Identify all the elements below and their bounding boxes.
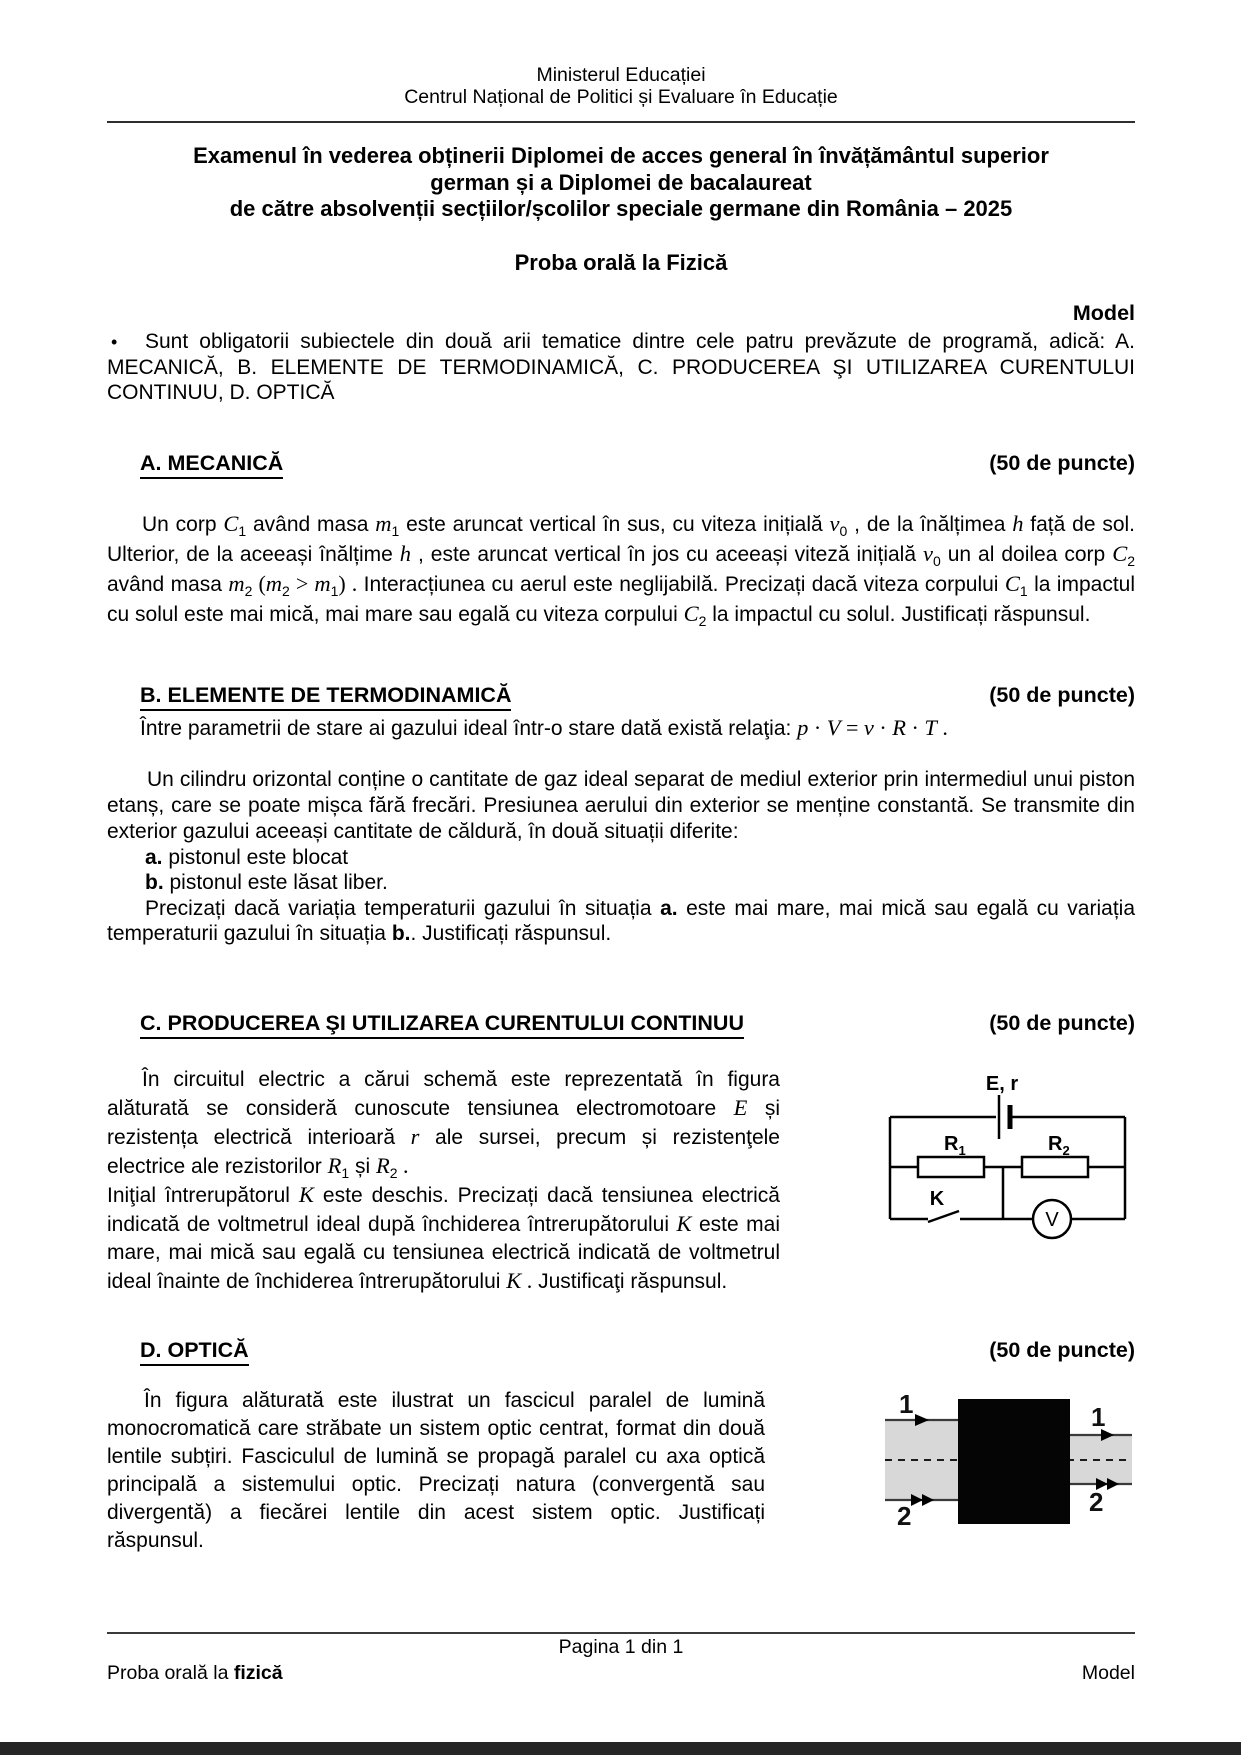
switch-label: K xyxy=(929,1187,945,1210)
section-c-paragraph-2: Iniţial întrerupătorul K este deschis. Precizați dacă tensiunea electrică indicată de voltmetrul ideal după închiderea întrerupătorului K este mai mare, mai mică sau egală cu tensiunea electrică indicată de voltmetrul ideal înainte de închiderea întrerupătorului K . Justificaţi răspunsul. xyxy=(107,1181,780,1293)
resistor-r1-label: $R_1$ xyxy=(944,1132,966,1158)
voltmeter-label: V xyxy=(1045,1208,1059,1231)
instructions-text: Sunt obligatorii subiectele din două arii tematice dintre cele patru prevăzute de programă, adică: A. MECANICĂ, B. ELEMENTE DE TERMODINAMICĂ, C. PRODUCEREA ŞI UTILIZAREA CURENTULUI CONTINUU, D. OPTICĂ xyxy=(107,329,1135,404)
circuit-figure xyxy=(780,1066,1135,1254)
instructions-paragraph xyxy=(107,329,1135,405)
resistor-r2-label: $R_2$ xyxy=(1048,1132,1070,1158)
optics-figure xyxy=(765,1387,1135,1552)
section-c-heading: C. PRODUCEREA ŞI UTILIZAREA CURENTULUI CONTINUU xyxy=(140,1011,744,1039)
resistor-r2 xyxy=(1022,1157,1088,1177)
section-a-heading-row xyxy=(107,451,1135,479)
page-indicator: Pagina 1 din 1 xyxy=(558,1636,684,1658)
circuit-diagram xyxy=(880,1071,1135,1249)
footer-subject: fizică xyxy=(233,1662,283,1684)
section-a-paragraph: Un corp $C_1$ având masa $m_1$ este aruncat vertical în sus, cu viteza inițială $v_0$ , de la înălțimea h față de sol. Ulterior, de la aceeași înălțime h , este aruncat vertical în jos cu aceeași viteză inițială $v_0$ un al doilea corp $C_2$ având masa $m_2$ $(m_2 > m_1)$ . Interacțiunea cu aerul este neglijabilă. Precizați dacă viteza corpului $C_1$ la impactul cu solul este mai mică, mai mare sau egală cu viteza corpului $C_2$ la impactul cu solul. Justificați răspunsul. xyxy=(107,510,1136,629)
section-b-relation: Între parametrii de stare ai gazului ideal într-o stare dată există relaţia: p · V = ν · R · T . xyxy=(140,714,948,740)
exam-title xyxy=(107,143,1135,223)
document-header xyxy=(107,0,1135,108)
header-divider xyxy=(107,121,1135,123)
lens-system-block xyxy=(958,1399,1070,1524)
section-c-body xyxy=(107,1066,1135,1296)
scan-edge-bar xyxy=(0,1742,1241,1755)
center-line: Centrul Național de Politici și Evaluare în Educație xyxy=(404,86,838,108)
optics-diagram xyxy=(885,1389,1135,1547)
ray1-in-label: 1 xyxy=(899,1388,914,1419)
section-b-paragraph: Un cilindru orizontal conține o cantitate de gaz ideal separat de mediul exterior prin intermediul unui piston etanș, care se poate mișca fără frecări. Presiunea aerului din exterior se menține constantă. Se transmite din exterior gazului aceeași cantitate de căldură, în două situații diferite: xyxy=(107,767,1135,843)
bullet-icon: • xyxy=(111,331,118,352)
section-b-item-b: b. pistonul este lăsat liber. xyxy=(145,871,388,894)
exam-title-line3: de către absolvenții secțiilor/școlilor speciale germane din România – 2025 xyxy=(229,196,1013,221)
switch-lever xyxy=(928,1211,959,1222)
model-label: Model xyxy=(1072,300,1135,325)
beam-in xyxy=(885,1420,958,1500)
battery-label: E, r xyxy=(985,1072,1019,1095)
exam-subtitle: Proba orală la Fizică xyxy=(514,249,728,275)
section-d-heading: D. OPTICĂ xyxy=(140,1338,249,1366)
footer-divider xyxy=(107,1632,1135,1634)
section-a-heading: A. MECANICĂ xyxy=(140,451,283,479)
ray2-in-label: 2 xyxy=(897,1500,912,1531)
footer-right: Model xyxy=(1081,1662,1135,1684)
section-d-points: (50 de puncte) xyxy=(989,1337,1135,1362)
section-b-item-a: a. pistonul este blocat xyxy=(145,845,349,869)
section-a-points: (50 de puncte) xyxy=(989,450,1135,475)
section-b-closing: Precizați dacă variația temperaturii gazului în situația a. este mai mare, mai mică sau egală cu variația temperaturii gazului în situația b.. Justificați răspunsul. xyxy=(107,896,1135,945)
resistor-r1 xyxy=(918,1157,984,1177)
page-content xyxy=(107,0,1135,1555)
section-d-body xyxy=(107,1387,1135,1555)
ray2-out-label: 2 xyxy=(1089,1486,1104,1517)
ministry-line: Ministerul Educației xyxy=(536,64,706,86)
section-c-heading-row xyxy=(107,1011,1135,1039)
page-footer xyxy=(107,1632,1135,1685)
exam-title-line1: Examenul în vederea obținerii Diplomei de acces general în învățământul superior xyxy=(193,143,1049,168)
footer-left: Proba orală la fizică xyxy=(107,1662,283,1684)
section-c-paragraph-1: În circuitul electric a cărui schemă este reprezentată în figura alăturată se consideră cunoscute tensiunea electromotoare E și rezistența electrică interioară r ale sursei, precum și rezistenţele electrice ale rezistorilor $R_1$ și $R_2$ . xyxy=(107,1067,781,1181)
ray1-out-label: 1 xyxy=(1091,1401,1106,1432)
section-c-points: (50 de puncte) xyxy=(989,1010,1135,1035)
section-d-paragraph: În figura alăturată este ilustrat un fascicul paralel de lumină monocromatică care străbate un sistem optic centrat, format din două lentile subțiri. Fasciculul de lumină se propagă paralel cu axa optică principală a sistemului optic. Precizați natura (convergentă sau divergentă) a fiecărei lentile din acest sistem optic. Justificați răspunsul. xyxy=(107,1388,765,1552)
exam-title-line2: german și a Diplomei de bacalaureat xyxy=(430,169,812,195)
section-b-points: (50 de puncte) xyxy=(989,682,1135,707)
section-b-heading: B. ELEMENTE DE TERMODINAMICĂ xyxy=(140,683,511,711)
section-d-heading-row xyxy=(107,1338,1135,1366)
section-b-heading-row xyxy=(107,683,1135,711)
